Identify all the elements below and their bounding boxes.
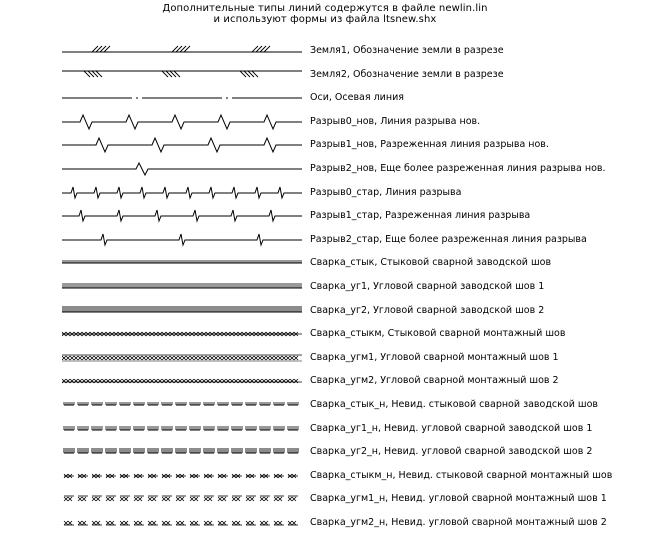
linetype-label: Сварка_угм2_н, Невид. угловой сварной монтажный шов 2 <box>310 517 607 528</box>
linetype-sample-weld-corner-1 <box>62 277 302 297</box>
linetype-label: Оси, Осевая линия <box>310 92 404 103</box>
linetype-row-break-0 <box>0 112 650 132</box>
linetype-sample-graphic <box>62 442 302 462</box>
linetype-row-weld-butt <box>0 253 650 273</box>
linetype-sample-hidden-weld-butt <box>62 395 302 415</box>
linetype-label: Сварка_стыкм, Стыковой сварной монтажный шов <box>310 328 566 339</box>
linetype-row-weld-corner-m1 <box>0 348 650 368</box>
linetype-sample-break-1 <box>62 135 302 155</box>
linetype-sample-breakold-1 <box>62 206 302 226</box>
sheet-header <box>0 3 650 25</box>
linetype-label: Земля1, Обозначение земли в разрезе <box>310 45 504 56</box>
linetype-label: Сварка_стык_н, Невид. стыковой сварной заводской шов <box>310 399 598 410</box>
linetype-sample-hatch-1 <box>62 41 302 61</box>
linetype-label: Сварка_стыкм_н, Невид. стыковой сварной монтажный шов <box>310 470 613 481</box>
linetype-sample-graphic <box>62 135 302 155</box>
linetype-row-breakold-1 <box>0 206 650 226</box>
linetype-sample-graphic <box>62 65 302 85</box>
linetype-row-weld-corner-m2 <box>0 371 650 391</box>
linetype-sample-hidden-weld-corner-m1 <box>62 489 302 509</box>
linetype-row-breakold-0 <box>0 183 650 203</box>
linetype-label: Сварка_уг2, Угловой сварной заводской шов 2 <box>310 305 545 316</box>
linetype-sample-graphic <box>62 419 302 439</box>
header-line-1: Дополнительные типы линий содержутся в файле newlin.lin <box>162 3 488 14</box>
linetype-sample-weld-corner-m2 <box>62 371 302 391</box>
linetype-sample-graphic <box>62 112 302 132</box>
linetype-row-hatch-1 <box>0 41 650 61</box>
linetype-sample-graphic <box>62 253 302 273</box>
linetype-row-hidden-weld-corner-m2 <box>0 513 650 533</box>
linetype-row-hatch-2 <box>0 65 650 85</box>
linetype-sample-graphic <box>62 513 302 533</box>
linetype-sample-graphic <box>62 183 302 203</box>
linetype-label: Сварка_угм2, Угловой сварной монтажный шов 2 <box>310 375 559 386</box>
linetype-sample-hidden-weld-corner-2 <box>62 442 302 462</box>
linetype-sample-break-2 <box>62 159 302 179</box>
linetype-row-weld-corner-2 <box>0 301 650 321</box>
linetype-sample-graphic <box>62 88 302 108</box>
linetype-sample-hatch-2 <box>62 65 302 85</box>
linetype-label: Разрыв2_нов, Еще более разреженная линия разрыва нов. <box>310 163 606 174</box>
linetype-sample-graphic <box>62 371 302 391</box>
linetype-sample-axis <box>62 88 302 108</box>
linetype-row-hidden-weld-corner-2 <box>0 442 650 462</box>
linetype-sample-graphic <box>62 395 302 415</box>
linetype-sample-graphic <box>62 301 302 321</box>
linetype-row-break-1 <box>0 135 650 155</box>
linetype-label: Разрыв1_нов, Разреженная линия разрыва нов. <box>310 139 549 150</box>
linetype-sample-breakold-0 <box>62 183 302 203</box>
linetype-sample-weld-butt <box>62 253 302 273</box>
linetype-label: Разрыв0_стар, Линия разрыва <box>310 187 462 198</box>
linetype-sample-weld-butt-m <box>62 324 302 344</box>
header-line-2: и используют формы из файла ltsnew.shx <box>213 14 437 25</box>
linetype-row-hidden-weld-butt <box>0 395 650 415</box>
linetype-label: Земля2, Обозначение земли в разрезе <box>310 69 504 80</box>
linetype-sample-graphic <box>62 489 302 509</box>
linetype-label: Разрыв0_нов, Линия разрыва нов. <box>310 116 481 127</box>
linetype-sample-hidden-weld-corner-1 <box>62 419 302 439</box>
linetype-label: Сварка_уг2_н, Невид. угловой сварной заводской шов 2 <box>310 446 593 457</box>
linetype-sample-breakold-2 <box>62 230 302 250</box>
linetype-row-weld-butt-m <box>0 324 650 344</box>
linetype-label: Разрыв1_стар, Разреженная линия разрыва <box>310 210 531 221</box>
linetype-sample-break-0 <box>62 112 302 132</box>
linetype-sample-weld-corner-2 <box>62 301 302 321</box>
linetype-sample-weld-corner-m1 <box>62 348 302 368</box>
linetype-sample-graphic <box>62 159 302 179</box>
linetype-row-hidden-weld-corner-m1 <box>0 489 650 509</box>
linetype-row-weld-corner-1 <box>0 277 650 297</box>
linetype-sample-graphic <box>62 277 302 297</box>
linetype-sample-graphic <box>62 206 302 226</box>
linetype-sample-hidden-weld-corner-m2 <box>62 513 302 533</box>
linetype-sample-graphic <box>62 348 302 368</box>
linetype-row-hidden-weld-corner-1 <box>0 419 650 439</box>
linetype-sample-graphic <box>62 41 302 61</box>
linetype-label: Сварка_уг1, Угловой сварной заводской шов 1 <box>310 281 545 292</box>
linetype-label: Сварка_угм1_н, Невид. угловой сварной монтажный шов 1 <box>310 493 607 504</box>
linetype-label: Сварка_уг1_н, Невид. угловой сварной заводской шов 1 <box>310 423 593 434</box>
linetype-label: Сварка_угм1, Угловой сварной монтажный шов 1 <box>310 352 559 363</box>
linetype-sample-hidden-weld-butt-m <box>62 466 302 486</box>
linetype-label: Сварка_стык, Стыковой сварной заводской шов <box>310 257 552 268</box>
linetype-row-hidden-weld-butt-m <box>0 466 650 486</box>
linetype-row-break-2 <box>0 159 650 179</box>
linetype-sample-graphic <box>62 466 302 486</box>
linetype-sample-graphic <box>62 324 302 344</box>
linetype-row-breakold-2 <box>0 230 650 250</box>
linetype-row-axis <box>0 88 650 108</box>
linetype-label: Разрыв2_стар, Еще более разреженная линия разрыва <box>310 234 587 245</box>
linetype-sample-graphic <box>62 230 302 250</box>
